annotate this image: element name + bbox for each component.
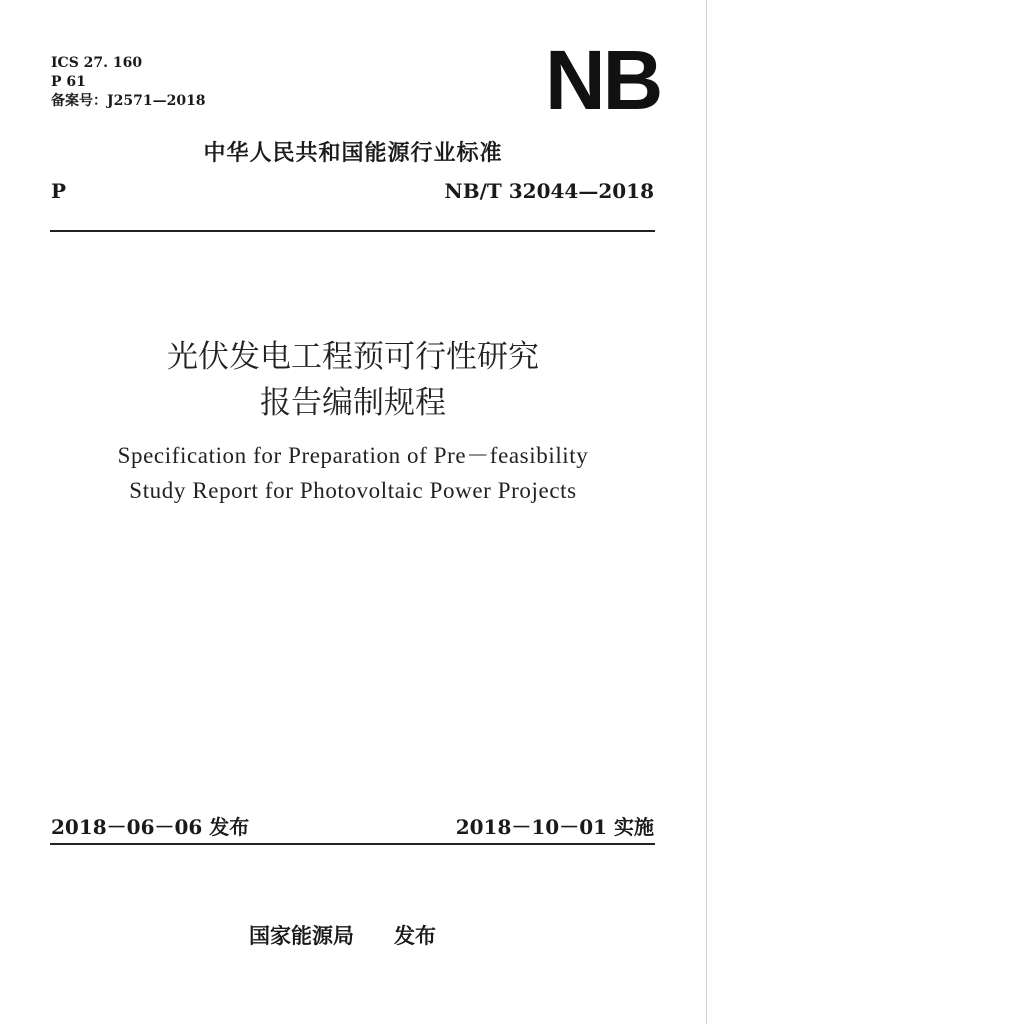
title-chinese-line2: 报告编制规程 (260, 385, 446, 421)
title-english-line1: Specification for Preparation of Pre－feasibility (117, 443, 589, 468)
classification-code: P (51, 179, 67, 203)
title-chinese (0, 334, 706, 426)
bottom-divider (50, 843, 655, 845)
ics-code: ICS 27. 160 (51, 55, 143, 71)
publisher (249, 920, 436, 950)
release-date: 2018－06－06 发布 (51, 815, 250, 839)
publisher-action: 发布 (394, 924, 436, 948)
nb-logo: NB (545, 33, 661, 127)
metadata-block (51, 54, 206, 111)
top-divider (50, 230, 655, 232)
implementation-date: 2018－10－01 实施 (455, 815, 654, 839)
title-english (0, 438, 706, 508)
ccs-code: P 61 (51, 74, 86, 90)
blank-page (707, 0, 1024, 1024)
industry-standard-heading: 中华人民共和国能源行业标准 (203, 141, 503, 166)
title-chinese-line1: 光伏发电工程预可行性研究 (167, 339, 539, 375)
record-number: 备案号：J2571—2018 (51, 93, 206, 109)
publisher-org: 国家能源局 (249, 924, 354, 948)
title-english-line2: Study Report for Photovoltaic Power Projects (129, 478, 577, 503)
standard-number: NB/T 32044—2018 (444, 179, 654, 203)
